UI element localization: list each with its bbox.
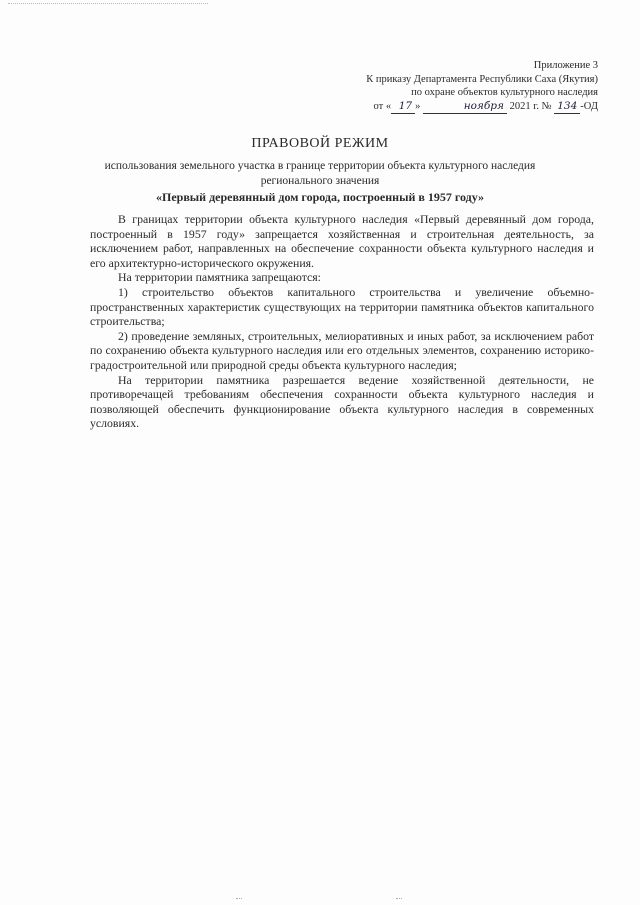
department-name: по охране объектов культурного наследия	[411, 87, 598, 98]
order-reference: К приказу Департамента Республики Саха (Якутия)	[366, 73, 598, 85]
paragraph-general-ban: В границах территории объекта культурного наследия «Первый деревянный дом города, построенный в 1957 году» запрещается хозяйственная и строительная деятельность, за исключением работ, направленных на обеспечение сохранности объекта культурного наследия и его архитектурно-исторического окружения.	[90, 212, 594, 270]
attachment-number: Приложение 3	[533, 60, 598, 71]
date-prefix: от «	[373, 100, 392, 112]
paragraph-permitted: На территории памятника разрешается ведение хозяйственной деятельности, не противоречащей требованиям обеспечения сохранности объекта культурного наследия и позволяющей обеспечить функционирование объекта культурного наследия в современных условиях.	[90, 372, 594, 431]
handwritten-month: ноября	[423, 100, 507, 115]
title-block	[60, 136, 580, 205]
heritage-object-name: «Первый деревянный дом города, построенный в 1957 году»	[155, 190, 485, 204]
scan-artifact-bottom	[236, 898, 242, 901]
paragraph-item-1: 1) строительство объектов капитального строительства и увеличение объемно-пространственных характеристик существующих на территории памятника объектов капитального строительства;	[90, 284, 594, 329]
handwritten-number: 134	[554, 100, 580, 115]
date-mid: »	[415, 100, 421, 112]
attachment-header	[278, 59, 598, 114]
scan-artifact	[8, 3, 208, 6]
order-date-line	[278, 100, 598, 115]
paragraph-item-2: 2) проведение земляных, строительных, мелиоративных и иных работ, за исключением работ по сохранению объекта культурного наследия или его отдельных элементов, сохранению историко-градостроительной или природной среды объекта культурного наследия;	[90, 328, 594, 372]
document-subtitle-line2: регионального значения	[260, 174, 380, 187]
document-body	[90, 212, 594, 431]
year-text: 2021 г. №	[509, 100, 552, 112]
document-title: ПРАВОВОЙ РЕЖИМ	[251, 136, 389, 151]
handwritten-day: 17	[391, 100, 415, 115]
scan-artifact-bottom-right	[396, 898, 402, 901]
document-subtitle-line1: использования земельного участка в границе территории объекта культурного наследия	[104, 160, 536, 172]
order-suffix: -ОД	[580, 100, 598, 112]
paragraph-prohibited-intro: На территории памятника запрещаются:	[118, 270, 321, 285]
